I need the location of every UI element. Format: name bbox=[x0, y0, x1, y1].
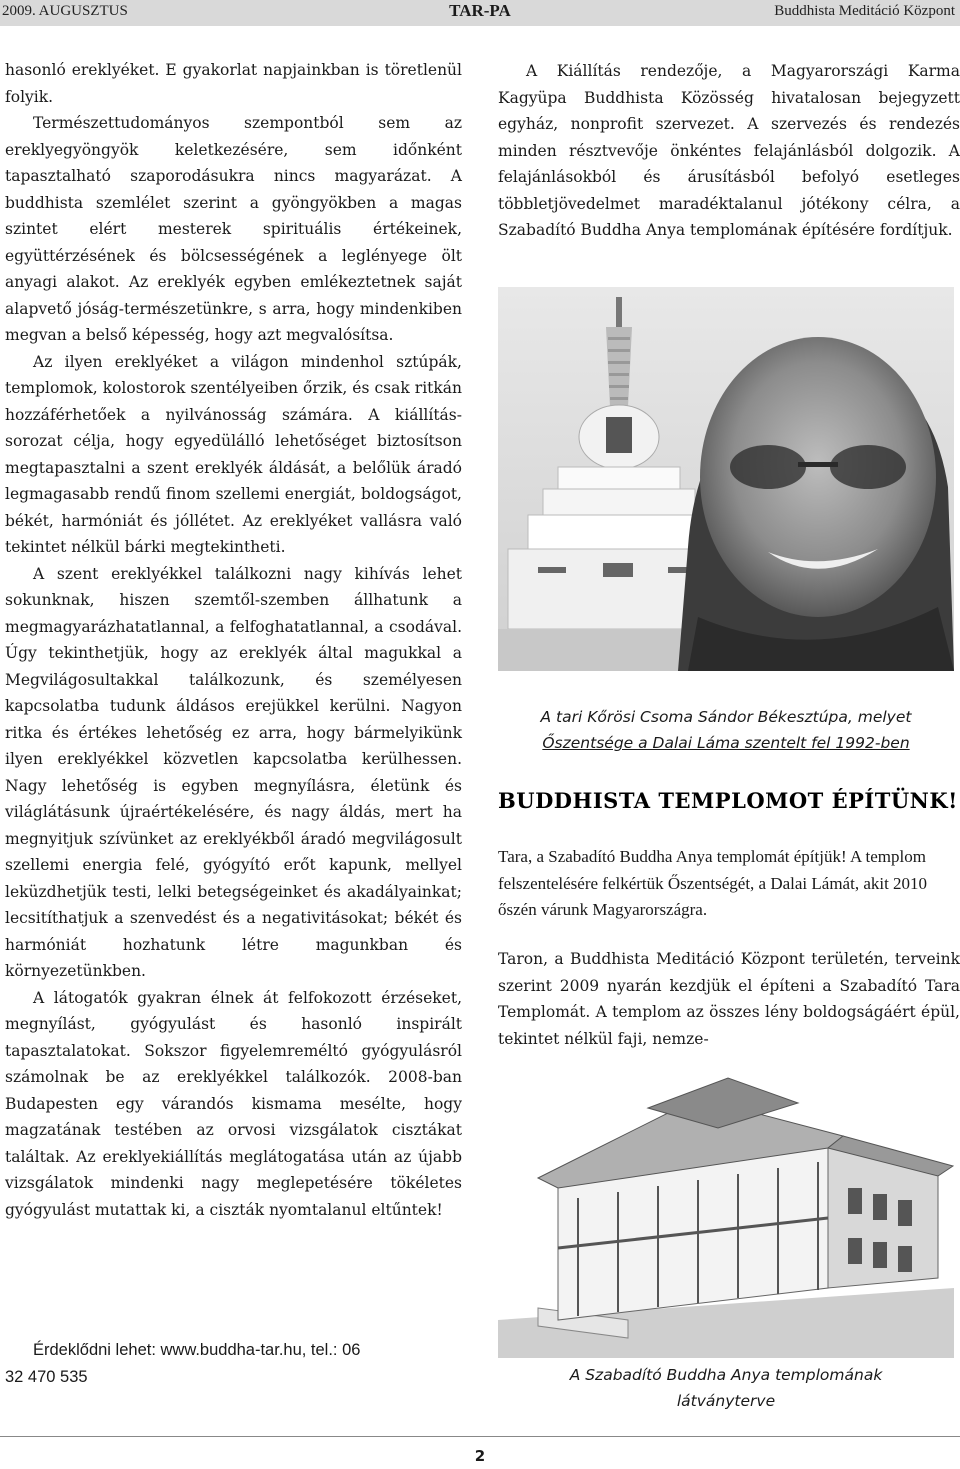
left-column bbox=[5, 57, 462, 1223]
left-paragraph-4: A szent ereklyékkel találkozni nagy kihívás lehet sokunknak, hiszen szemtől-szemben állhatunk a megmagyarázhatatlannal, a felfoghatatlannal, a csodával. Úgy tekinthetjük, hogy az ereklyék által magukkal a Megvilágosultakkal találkozunk, és személyesen kapcsolatba tudunk áldásos erejükkel kerülni. Nagyon ritka és értékes lehetőség ez arra, hogy bármelyikünk ilyen ereklyékkel közvetlen kapcsolatba kerülhessen. Nagy lehetőség is egyben megnyílásra, életünk és világlátásunk újraértékelésére, és nagy áldás, mert ha megnyitjuk szívünket az ereklyékből áradó megvilágosult szellemi energia felé, gyógyító erőt kapunk, mellyel leküzdhetjük testi, lelki betegségeinket és akadályainkat; lecsitíthatjuk a szenvedést és a negativitásokat; békét és harmóniát hozhatunk létre magunkban és környezetünkben. bbox=[5, 564, 462, 980]
left-paragraph-5: A látogatók gyakran élnek át felfokozott érzéseket, megnyílást, gyógyulást és hasonló inspirált tapasztalatokat. Sokszor figyelemreméltó gyógyulásról számolnak be az ereklyékkel találkozók. 2008-ban Budapesten egy várandós kismama mesélte, hogy magzatának testében az orvosi vizsgálatok cisztákat találtak. Az ereklyekiállítás meglátogatása után az újabb vizsgálatok mindenki nagy meglepetésére tökéletes gyógyulást mutattak ki, a ciszták nyomtalanul eltűntek! bbox=[5, 988, 462, 1219]
header-title: TAR-PA bbox=[449, 1, 511, 20]
contact-info bbox=[5, 1337, 462, 1390]
temple-announcement-paragraph: Tara, a Szabadító Buddha Anya templomát építjük! A templom felszentelésére felkértük Őszentségét, a Dalai Lámát, akit 2010 őszén várunk Magyarországra. bbox=[498, 847, 928, 919]
contact-line-1: Érdeklődni lehet: www.buddha-tar.hu, tel.: 06 bbox=[33, 1341, 361, 1359]
stupa-photo-caption bbox=[498, 704, 954, 756]
header-org: Buddhista Meditáció Központ bbox=[774, 3, 955, 19]
organizer-paragraph: A Kiállítás rendezője, a Magyarországi Karma Kagyüpa Buddhista Közösség hivatalosan bejegyzett egyház, nonprofit szervezet. A szervezés és rendezés minden résztvevője önkéntes felajánlásból dolgozik. A felajánlásokból és árusításból befolyó esetleges többletjövedelmet maradéktalanul jótékony célra, a Szabadító Buddha Anya templomának építésére fordítjuk. bbox=[498, 62, 960, 239]
left-paragraph-1: hasonló ereklyéket. E gyakorlat napjainkban is töretlenül folyik. bbox=[5, 61, 462, 106]
temple-rendering-caption bbox=[498, 1362, 954, 1414]
page-header bbox=[0, 0, 960, 26]
stupa-photo-illustration bbox=[498, 287, 954, 671]
temple-plan-paragraph: Taron, a Buddhista Meditáció Központ területén, terveink szerint 2009 nyarán kezdjük el építeni a Szabadító Tara Templomát. A templom az összes lény boldogságáért épül, tekintet nélkül faji, nemze- bbox=[498, 950, 960, 1048]
header-date: 2009. AUGUSZTUS bbox=[2, 3, 128, 19]
left-paragraph-3: Az ilyen ereklyéket a világon mindenhol sztúpák, templomok, kolostorok szentélyeiben őrzik, és csak ritkán hozzáférhetőek a nyilvánosság számára. A kiállítás-sorozat célja, hogy egyedülálló lehetőséget biztosítson megtapasztalni a szent ereklyék áldását, a belőlük áradó legmagasabb rendű finom szellemi energiát, boldogságot, békét, harmóniát és jóllétet. Az ereklyéket vallásra való tekintet nélkül bárki megtekintheti. bbox=[5, 352, 462, 556]
section-heading: BUDDHISTA TEMPLOMOT ÉPÍTÜNK! bbox=[498, 788, 958, 813]
right-column-intro bbox=[498, 58, 960, 244]
page-number: 2 bbox=[474, 1447, 486, 1465]
footer-divider bbox=[0, 1436, 960, 1437]
stupa-caption-line-2: Őszentsége a Dalai Láma szentelt fel 1992-ben bbox=[542, 734, 910, 752]
temple-caption-line-2: látványterve bbox=[676, 1392, 776, 1410]
left-paragraph-2: Természettudományos szempontból sem az ereklyegyöngyök keletkezésére, sem időnként tapasztalható szaporodásukra nincs magyarázat. A buddhista szemlélet szerint a gyöngyökben a magas szintet elért mesterek spirituális értékeinek, együttérzésének és bölcsességének a leglényege ölt anyagi alakot. Az ereklyék egyben emlékeztetnek saját alapvető jóság-természetünkre, s arra, hogy mindenkiben megvan a belső képesség, hogy azt megvalósítsa. bbox=[5, 114, 462, 344]
temple-caption-line-1: A Szabadító Buddha Anya templomának bbox=[569, 1366, 883, 1384]
contact-line-2: 32 470 535 bbox=[5, 1367, 88, 1386]
stupa-dalai-lama-photo bbox=[498, 287, 954, 671]
temple-rendering-image bbox=[498, 1058, 954, 1358]
stupa-caption-line-1: A tari Kőrösi Csoma Sándor Békesztúpa, melyet bbox=[540, 708, 912, 726]
temple-rendering-illustration bbox=[498, 1058, 954, 1358]
